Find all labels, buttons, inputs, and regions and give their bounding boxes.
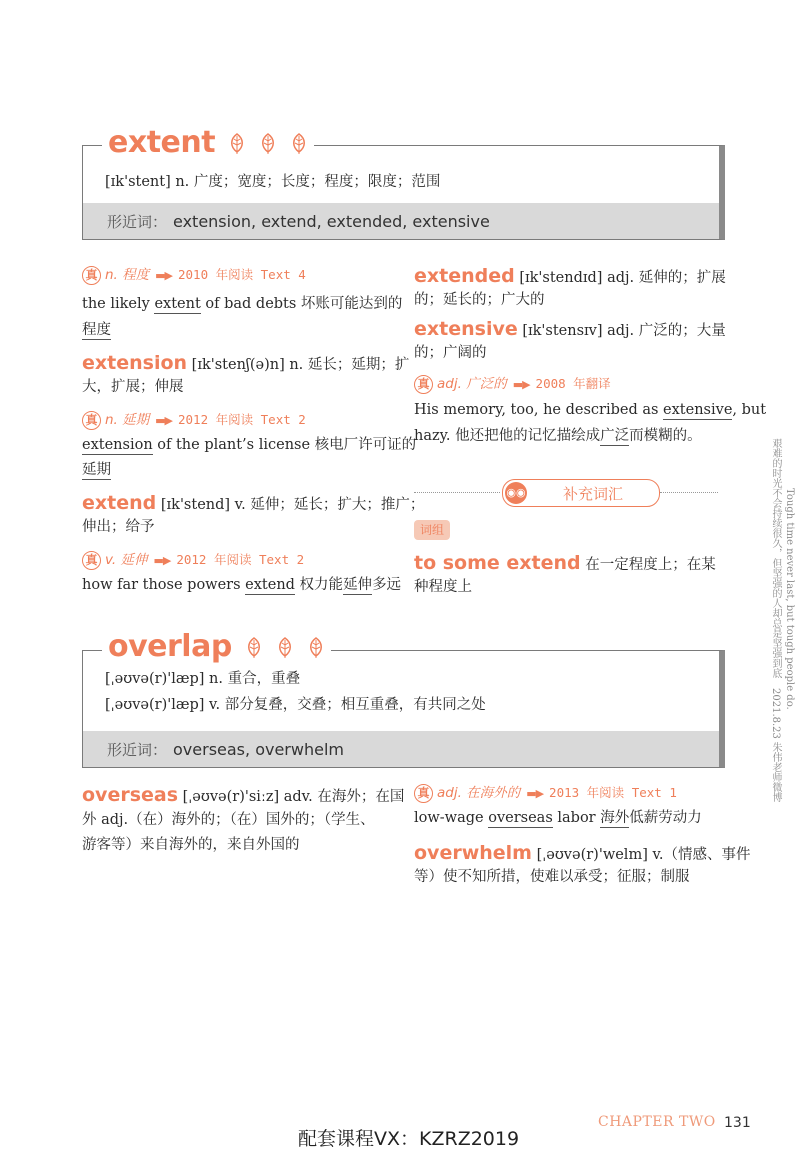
text: 延期 xyxy=(82,462,111,478)
real-exam-icon: 真 xyxy=(414,375,433,394)
phrase-tag-text: 词组 xyxy=(419,523,444,537)
text: 广泛 xyxy=(600,428,630,444)
leaf-icon xyxy=(245,637,263,659)
similar-label: 形近词： xyxy=(107,212,168,231)
leaf-icon xyxy=(307,637,325,659)
text: hazy. 他还把他的记忆描绘成 xyxy=(414,428,601,444)
example-4-header xyxy=(414,373,611,396)
subword: to some extend xyxy=(414,552,581,574)
example-pos: v. 延伸 xyxy=(105,552,148,568)
example-source: 2012 年阅读 Text 2 xyxy=(178,412,306,427)
example-3-header xyxy=(82,549,304,572)
text: 的；延长的；广大的 xyxy=(414,292,545,308)
entry-extended-2 xyxy=(414,289,545,311)
subword: extension xyxy=(82,352,188,374)
example-source: 2010 年阅读 Text 4 xyxy=(178,267,306,282)
example-2-header xyxy=(82,409,306,432)
example-4-line1 xyxy=(414,399,766,421)
subword: extended xyxy=(414,265,515,287)
text: 而模糊的。 xyxy=(629,428,702,444)
side-text-cn: 艰难的时光不会持续很久，但坚强的人却总是坚强到底 2021.8.23 朱伟老师微博 xyxy=(770,438,781,803)
example-2-line1 xyxy=(82,434,416,456)
entry-extension-2 xyxy=(82,376,184,398)
definition-extent: [ɪk'stent] n. 广度；宽度；长度；程度；限度；范围 xyxy=(105,174,441,190)
arrow-icon: ▬▶ xyxy=(153,554,171,567)
example-4-line2 xyxy=(414,425,702,447)
text: of the plant’s license 核电厂许可证的 xyxy=(152,437,417,453)
subword: extensive xyxy=(414,318,518,340)
example-5-header xyxy=(414,782,677,805)
text: 游客等）来自海外的，来自外国的 xyxy=(82,837,300,853)
example-5-line1 xyxy=(414,807,702,829)
text: extent xyxy=(154,296,201,312)
subword: overwhelm xyxy=(414,842,532,864)
text: [ɪk'stenʃ(ə)n] n. 延长；延期；扩 xyxy=(187,357,410,373)
chapter-label: CHAPTER TWO xyxy=(598,1114,716,1130)
entry-extensive xyxy=(414,318,726,342)
text: low-wage xyxy=(414,810,489,826)
arrow-icon: ▬▶ xyxy=(155,269,172,282)
headword-extent xyxy=(102,125,314,160)
text: 多远 xyxy=(372,577,402,593)
text: extend xyxy=(245,577,295,593)
leaf-icon xyxy=(259,133,277,155)
example-1-header xyxy=(82,264,306,287)
supplement-divider-right xyxy=(660,492,718,493)
text: [ɪk'stend] v. 延伸；延长；扩大；推广； xyxy=(156,497,425,513)
supplement-label: 补充词汇 xyxy=(562,484,623,503)
text: of bad debts 坏账可能达到的 xyxy=(200,296,403,312)
text: 等）使不知所措，使难以承受；征服；制服 xyxy=(414,869,690,885)
text: 延伸 xyxy=(343,577,373,593)
example-pos: n. 程度 xyxy=(105,267,150,283)
example-pos: n. 延期 xyxy=(105,412,150,428)
arrow-icon: ▬▶ xyxy=(512,378,530,391)
supplement-divider-left xyxy=(414,492,500,493)
entry-box-overlap xyxy=(82,650,725,768)
real-exam-icon: 真 xyxy=(414,784,433,803)
supplement-header xyxy=(502,479,660,507)
example-pos: adj. 在海外的 xyxy=(437,785,521,801)
leaf-icon xyxy=(276,637,294,659)
entry-phrase-2 xyxy=(414,576,472,598)
real-exam-icon: 真 xyxy=(82,266,101,285)
promo-text: 配套课程VX：KZRZ2019 xyxy=(298,1128,520,1150)
text: extension xyxy=(82,437,153,453)
entry-extend-2 xyxy=(82,516,155,538)
example-2-line2 xyxy=(82,459,111,481)
entry-extended xyxy=(414,265,726,289)
headword-text: extent xyxy=(108,125,216,160)
entry-extension xyxy=(82,352,409,376)
entry-overwhelm-2 xyxy=(414,866,690,888)
example-source: 2012 年阅读 Text 2 xyxy=(176,552,305,567)
text: 在一定程度上；在某 xyxy=(580,557,716,573)
definition-overlap-2: [ˌəʊvə(r)'læp] v. 部分复叠，交叠；相互重叠，有共同之处 xyxy=(105,697,486,713)
text: 权力能 xyxy=(294,577,344,593)
phrase-tag xyxy=(414,520,450,540)
example-1-line2 xyxy=(82,319,111,341)
text: [ˌəʊvə(r)'welm] v.（情感、事件 xyxy=(531,847,751,863)
definition-overlap-1: [ˌəʊvə(r)'læp] n. 重合，重叠 xyxy=(105,671,301,687)
subword: extend xyxy=(82,492,157,514)
text: 大，扩展；伸展 xyxy=(82,379,184,395)
real-exam-icon: 真 xyxy=(82,551,101,570)
similar-label: 形近词： xyxy=(107,740,168,759)
text: 程度 xyxy=(82,322,111,338)
similar-words-bar xyxy=(83,203,719,239)
text: overseas xyxy=(488,810,553,826)
entry-overseas xyxy=(82,784,404,808)
arrow-icon: ▬▶ xyxy=(526,787,544,800)
text: 种程度上 xyxy=(414,579,472,595)
entry-extensive-2 xyxy=(414,342,487,364)
subword: overseas xyxy=(82,784,179,806)
leaf-icon xyxy=(228,133,246,155)
side-text-en: Tough time never last, but tough people do. xyxy=(784,488,795,710)
text: [ɪk'stensɪv] adj. 广泛的；大量 xyxy=(517,323,726,339)
text: extensive xyxy=(663,402,733,418)
entry-extend xyxy=(82,492,424,516)
text: [ˌəʊvə(r)'siːz] adv. 在海外；在国 xyxy=(178,789,405,805)
owl-icon: ◉◉ xyxy=(505,482,527,504)
leaf-icon xyxy=(290,133,308,155)
text: 海外 xyxy=(600,810,630,826)
arrow-icon: ▬▶ xyxy=(155,414,172,427)
text: the likely xyxy=(82,296,155,312)
example-pos: adj. 广泛的 xyxy=(437,376,507,392)
similar-words: overseas, overwhelm xyxy=(173,739,344,759)
text: 伸出；给予 xyxy=(82,519,155,535)
entry-overseas-2 xyxy=(82,809,375,831)
text: [ɪk'stendɪd] adj. 延伸的；扩展 xyxy=(514,270,726,286)
similar-words: extension, extend, extended, extensive xyxy=(173,211,490,231)
text: 外 adj.（在）海外的；（在）国外的；（学生、 xyxy=(82,812,375,828)
example-1-line1 xyxy=(82,293,402,315)
text: His memory, too, he described as xyxy=(414,402,664,418)
headword-overlap xyxy=(102,629,331,664)
example-3-line1 xyxy=(82,574,401,596)
page-number: 131 xyxy=(724,1115,751,1131)
entry-phrase xyxy=(414,552,716,576)
text: , but xyxy=(732,402,767,418)
text: 低薪劳动力 xyxy=(629,810,702,826)
headword-text: overlap xyxy=(108,629,232,664)
entry-overwhelm xyxy=(414,842,751,866)
text: 的；广阔的 xyxy=(414,345,487,361)
example-source: 2013 年阅读 Text 1 xyxy=(549,785,677,800)
text: labor xyxy=(552,810,601,826)
entry-overseas-3 xyxy=(82,834,300,856)
real-exam-icon: 真 xyxy=(82,411,101,430)
similar-words-bar xyxy=(83,731,719,767)
example-source: 2008 年翻译 xyxy=(535,376,611,391)
text: how far those powers xyxy=(82,577,246,593)
